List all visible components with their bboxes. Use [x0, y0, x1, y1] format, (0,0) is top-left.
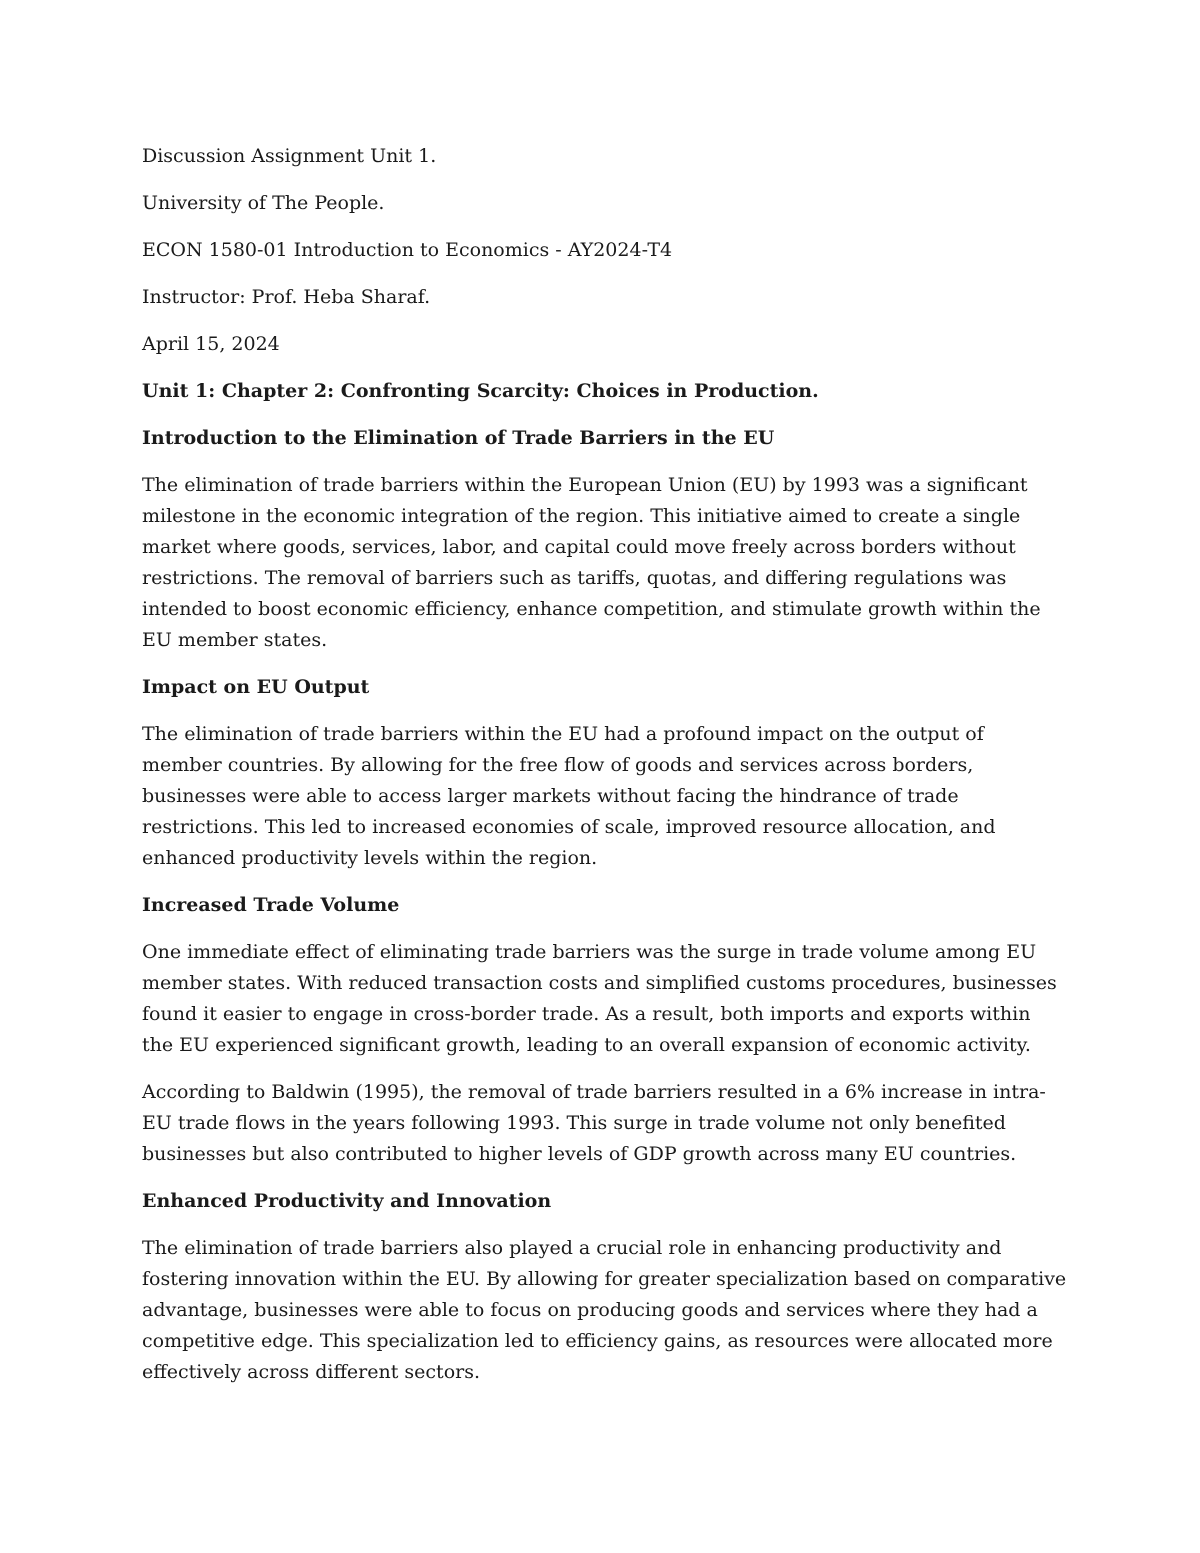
paragraph: One immediate effect of eliminating trade barriers was the surge in trade volume among EU member states. With reduced transaction costs and simplified customs procedures, businesses found it easier to engage in cross-border trade. As a result, both imports and exports within the EU experienced significant growth, leading to an overall expansion of economic activity.	[142, 941, 1057, 1056]
university-name: University of The People.	[142, 192, 385, 214]
paragraph: According to Baldwin (1995), the removal of trade barriers resulted in a 6% increase in intra-EU trade flows in the years following 1993. This surge in trade volume not only benefited businesses but also contributed to higher levels of GDP growth across many EU countries.	[142, 1081, 1046, 1165]
paragraph: The elimination of trade barriers within the EU had a profound impact on the output of member countries. By allowing for the free flow of goods and services across borders, businesses were able to access larger markets without facing the hindrance of trade restrictions. This led to increased economies of scale, improved resource allocation, and enhanced productivity levels within the region.	[142, 723, 996, 869]
paragraph: The elimination of trade barriers within the European Union (EU) by 1993 was a significant milestone in the economic integration of the region. This initiative aimed to create a single market where goods, services, labor, and capital could move freely across borders without restrictions. The removal of barriers such as tariffs, quotas, and differing regulations was intended to boost economic efficiency, enhance competition, and stimulate growth within the EU member states.	[142, 474, 1041, 651]
assignment-title: Discussion Assignment Unit 1.	[142, 145, 437, 167]
document-page	[142, 141, 1067, 1404]
course-name: ECON 1580-01 Introduction to Economics - AY2024-T4	[142, 239, 673, 261]
section-heading-trade-volume: Increased Trade Volume	[142, 894, 400, 916]
section-heading-impact: Impact on EU Output	[142, 676, 370, 698]
paragraph: The elimination of trade barriers also played a crucial role in enhancing productivity and fostering innovation within the EU. By allowing for greater specialization based on comparative advantage, businesses were able to focus on producing goods and services where they had a competitive edge. This specialization led to efficiency gains, as resources were allocated more effectively across different sectors.	[142, 1237, 1067, 1383]
instructor-name: Instructor: Prof. Heba Sharaf.	[142, 286, 431, 308]
chapter-title: Unit 1: Chapter 2: Confronting Scarcity: Choices in Production.	[142, 380, 819, 402]
section-heading-introduction: Introduction to the Elimination of Trade Barriers in the EU	[142, 427, 775, 449]
submission-date: April 15, 2024	[142, 333, 280, 355]
section-heading-productivity: Enhanced Productivity and Innovation	[142, 1190, 552, 1212]
